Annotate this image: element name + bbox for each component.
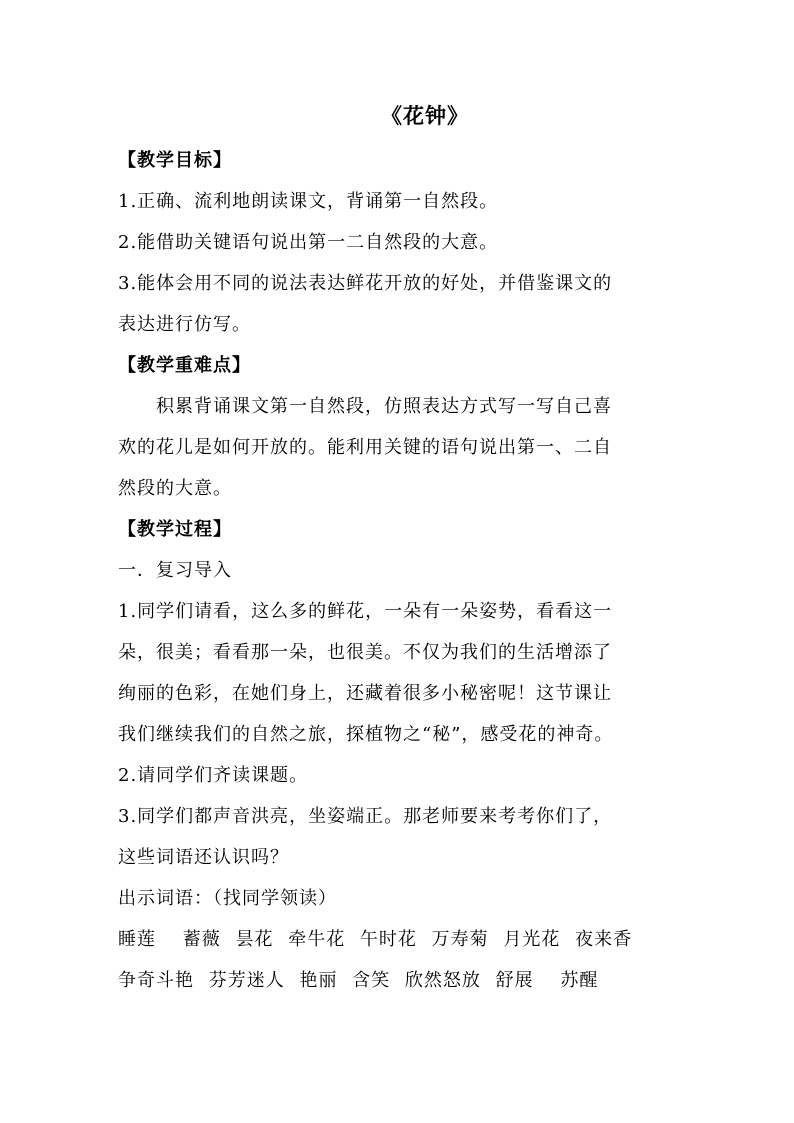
document-body: [118, 140, 678, 1001]
process-line-8: 出示词语：（找同学领读）: [118, 888, 337, 909]
vocab-word: 月光花: [503, 929, 561, 950]
process-line-4: 我们继续我们的自然之旅，探植物之“秘”，感受花的神奇。: [118, 724, 614, 745]
key-point-line-3: 然段的大意。: [118, 478, 232, 499]
vocab-word: 牵牛花: [288, 929, 346, 950]
process-subheading: 一．复习导入: [118, 560, 232, 581]
key-point-line-1: 积累背诵课文第一自然段，仿照表达方式写一写自己喜: [156, 396, 612, 417]
goal-line-4: 表达进行仿写。: [118, 314, 251, 335]
vocabulary-row-2: [118, 960, 678, 1001]
goal-line-1: 1.正确、流利地朗读课文，背诵第一自然段。: [118, 191, 499, 212]
vocabulary-row-1: [118, 919, 678, 960]
section-heading-goals: 【教学目标】: [118, 150, 232, 171]
vocab-word: 蓄薇: [182, 929, 221, 950]
process-line-1: 1.同学们请看，这么多的鲜花，一朵有一朵姿势，看看这一: [118, 601, 613, 622]
vocab-word: 昙花: [235, 929, 274, 950]
process-line-2: 朵，很美；看看那一朵，也很美。不仅为我们的生活增添了: [118, 642, 612, 663]
process-line-7: 这些词语还认识吗？: [118, 847, 289, 868]
section-heading-process: 【教学过程】: [118, 519, 232, 540]
goal-line-3: 3.能体会用不同的说法表达鲜花开放的好处，并借鉴课文的: [118, 273, 613, 294]
vocab-word: 万寿菊: [431, 929, 489, 950]
vocab-word: 争奇斗艳: [118, 970, 194, 991]
vocab-word: 睡莲: [118, 929, 156, 950]
process-line-6: 3.同学们都声音洪亮，坐姿端正。那老师要来考考你们了，: [118, 806, 613, 827]
section-heading-key-points: 【教学重难点】: [118, 355, 251, 376]
document-title: 《花钟》: [381, 103, 469, 128]
vocab-word: 午时花: [359, 929, 417, 950]
vocab-word: 芬芳迷人: [208, 970, 285, 991]
vocab-word: 含笑: [352, 970, 391, 991]
goal-line-2: 2.能借助关键语句说出第一二自然段的大意。: [118, 232, 499, 253]
key-point-line-2: 欢的花儿是如何开放的。能利用关键的语句说出第一、二自: [118, 437, 612, 458]
vocab-word: 艳丽: [299, 970, 338, 991]
vocab-word: 欣然怒放: [404, 970, 481, 991]
vocab-word: 苏醒: [560, 970, 599, 991]
vocab-word: 舒展: [495, 970, 534, 991]
vocab-word: 夜来香: [575, 929, 633, 950]
process-line-3: 绚丽的色彩，在她们身上，还藏着很多小秘密呢！这节课让: [118, 683, 612, 704]
process-line-5: 2.请同学们齐读课题。: [118, 765, 309, 786]
